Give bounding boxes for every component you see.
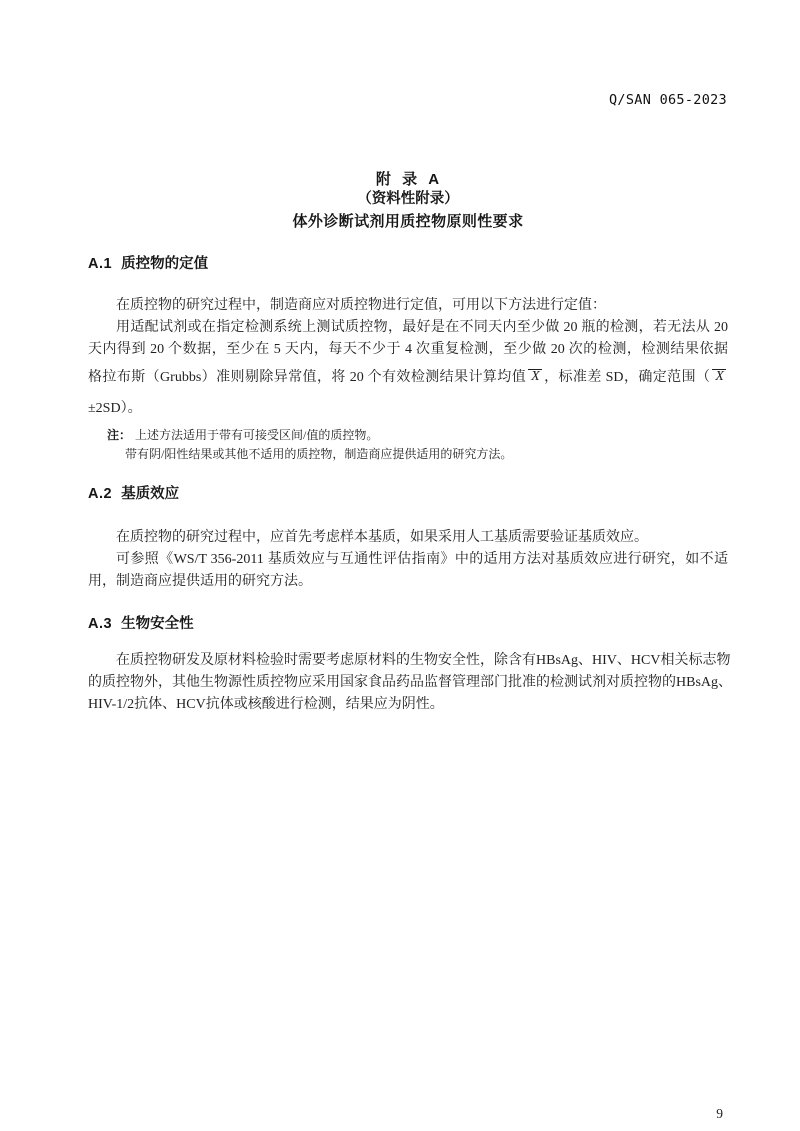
appendix-title: 附 录 A (375, 171, 441, 188)
note-label: 注： (107, 428, 132, 442)
a2-paragraph2-line2: 用，制造商应提供适用的研究方法。 (88, 574, 312, 589)
a3-paragraph1-line2: 的质控物外，其他生物源性质控物应采用国家食品药品监督管理部门批准的检测试剂对质控物的HBsAg、 (88, 675, 733, 690)
section-a3-heading (88, 614, 728, 634)
mean-xbar-symbol: X (712, 369, 726, 384)
page-number: 9 (716, 1106, 723, 1121)
section-a1-title: 质控物的定值 (121, 256, 209, 272)
a3-paragraph1-line3: HIV-1/2抗体、HCV抗体或核酸进行检测，结果应为阴性。 (88, 697, 444, 712)
standard-code: Q/SAN 065-2023 (609, 92, 727, 108)
a1-note-line2: 带有阴/阳性结果或其他不适用的质控物，制造商应提供适用的研究方法。 (125, 447, 513, 461)
section-a2-heading (88, 484, 728, 504)
section-a2-number: A.2 (88, 486, 113, 502)
mean-xbar-symbol: X (528, 369, 542, 384)
a3-paragraph1-line1: 在质控物研发及原材料检验时需要考虑原材料的生物安全性，除含有HBsAg、HIV、HCV相关标志物 (116, 653, 731, 668)
a1-note-line1 (88, 427, 728, 444)
a1-paragraph2-line2: 天内得到 20 个数据，至少在 5 天内，每天不少于 4 次重复检测，至少做 20 次的检测，检测结果依据 (88, 342, 728, 357)
a1-paragraph2-line1: 用适配试剂或在指定检测系统上测试质控物，最好是在不同天内至少做 20 瓶的检测，若无法从 20 (116, 320, 728, 335)
appendix-subject: 体外诊断试剂用质控物原则性要求 (292, 213, 524, 230)
appendix-title-block (88, 170, 728, 232)
section-a3-title: 生物安全性 (121, 616, 194, 632)
a2-paragraph2-line1: 可参照《WS/T 356-2011 基质效应与互通性评估指南》中的适用方法对基质效应进行研究，如不适 (116, 552, 728, 567)
section-a3-number: A.3 (88, 616, 113, 632)
note-text-1: 上述方法适用于带有可接受区间/值的质控物。 (135, 428, 379, 442)
section-a1-number: A.1 (88, 256, 113, 272)
appendix-type: （资料性附录） (357, 191, 459, 207)
section-a1-heading (88, 254, 728, 274)
a2-paragraph1: 在质控物的研究过程中，应首先考虑样本基质，如果采用人工基质需要验证基质效应。 (116, 530, 648, 545)
a1-paragraph1: 在质控物的研究过程中，制造商应对质控物进行定值，可用以下方法进行定值： (116, 298, 606, 313)
section-a2-title: 基质效应 (121, 486, 180, 502)
a1-formula-text-2: ，标准差 SD，确定范围（ (543, 370, 711, 385)
a1-paragraph2-line4: ±2SD）。 (88, 401, 142, 416)
a1-formula-text-1: 格拉布斯（Grubbs）准则剔除异常值，将 20 个有效检测结果计算均值 (88, 370, 527, 385)
a1-paragraph2-line3 (88, 367, 728, 389)
